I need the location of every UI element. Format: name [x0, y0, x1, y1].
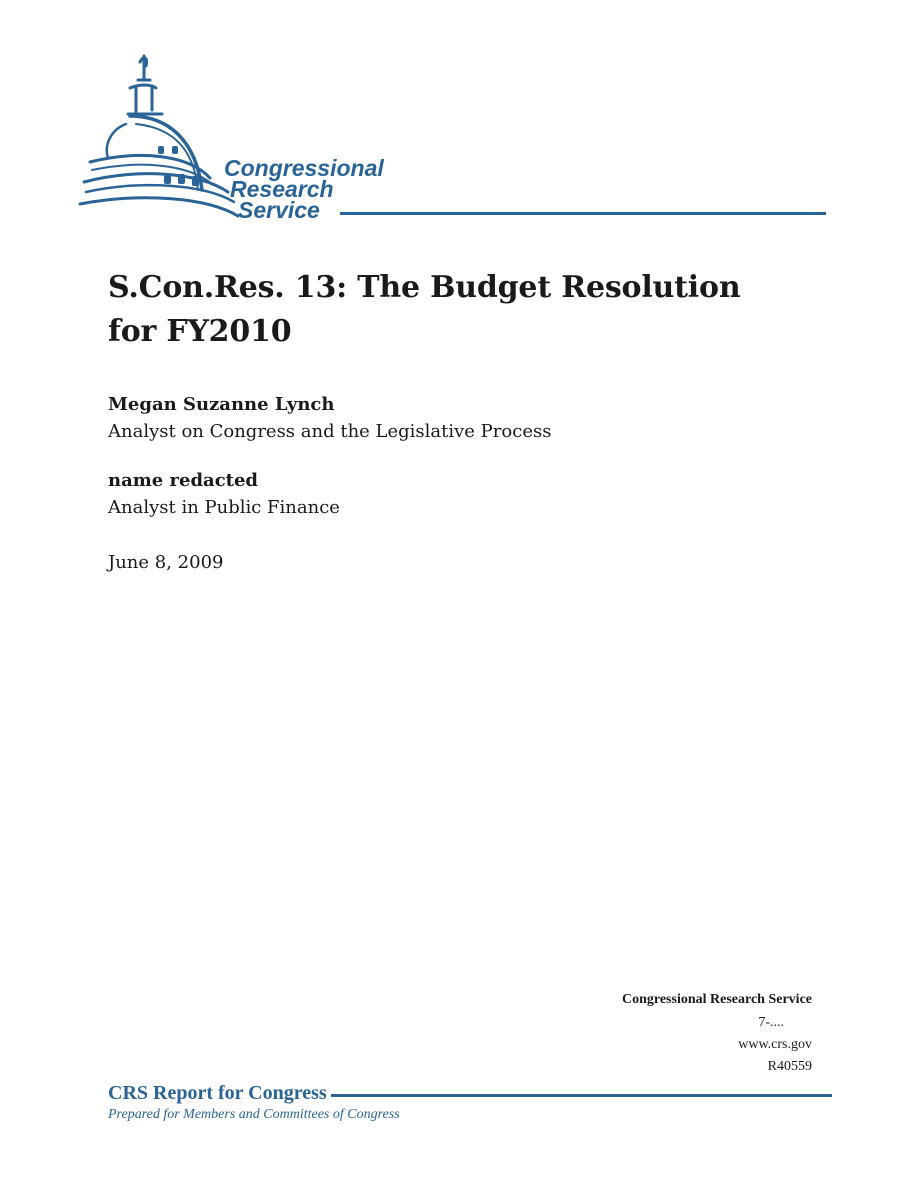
logo-line1: Congressional [224, 155, 384, 181]
publisher-info [622, 988, 812, 1078]
publisher-name: Congressional Research Service [621, 992, 812, 1007]
author-role: Analyst in Public Finance [108, 497, 340, 518]
author-block-2 [108, 468, 340, 522]
logo-line2: Research [230, 176, 334, 202]
publication-date: June 8, 2009 [108, 552, 224, 573]
title-line-1: S.Con.Res. 13: The Budget Resolution [108, 270, 741, 305]
crs-logo [78, 50, 838, 230]
author-name: name redacted [108, 470, 259, 491]
author-block-1 [108, 392, 551, 446]
capitol-dome-icon [80, 56, 238, 216]
report-footer [108, 1082, 832, 1123]
report-series-title: CRS Report for Congress [108, 1082, 327, 1104]
report-series-subtitle: Prepared for Members and Committees of Congress [108, 1107, 400, 1122]
document-title [108, 266, 808, 354]
logo-line3: Service [238, 197, 320, 223]
report-number: R40559 [767, 1059, 812, 1074]
publisher-code: 7-.... [758, 1015, 784, 1030]
publisher-website[interactable]: www.crs.gov [738, 1037, 812, 1052]
author-name: Megan Suzanne Lynch [108, 394, 335, 415]
logo-rule [340, 212, 826, 215]
author-role: Analyst on Congress and the Legislative Process [108, 421, 552, 442]
report-title-row [108, 1082, 832, 1105]
footer-rule [331, 1094, 832, 1097]
title-line-2: for FY2010 [108, 314, 292, 349]
